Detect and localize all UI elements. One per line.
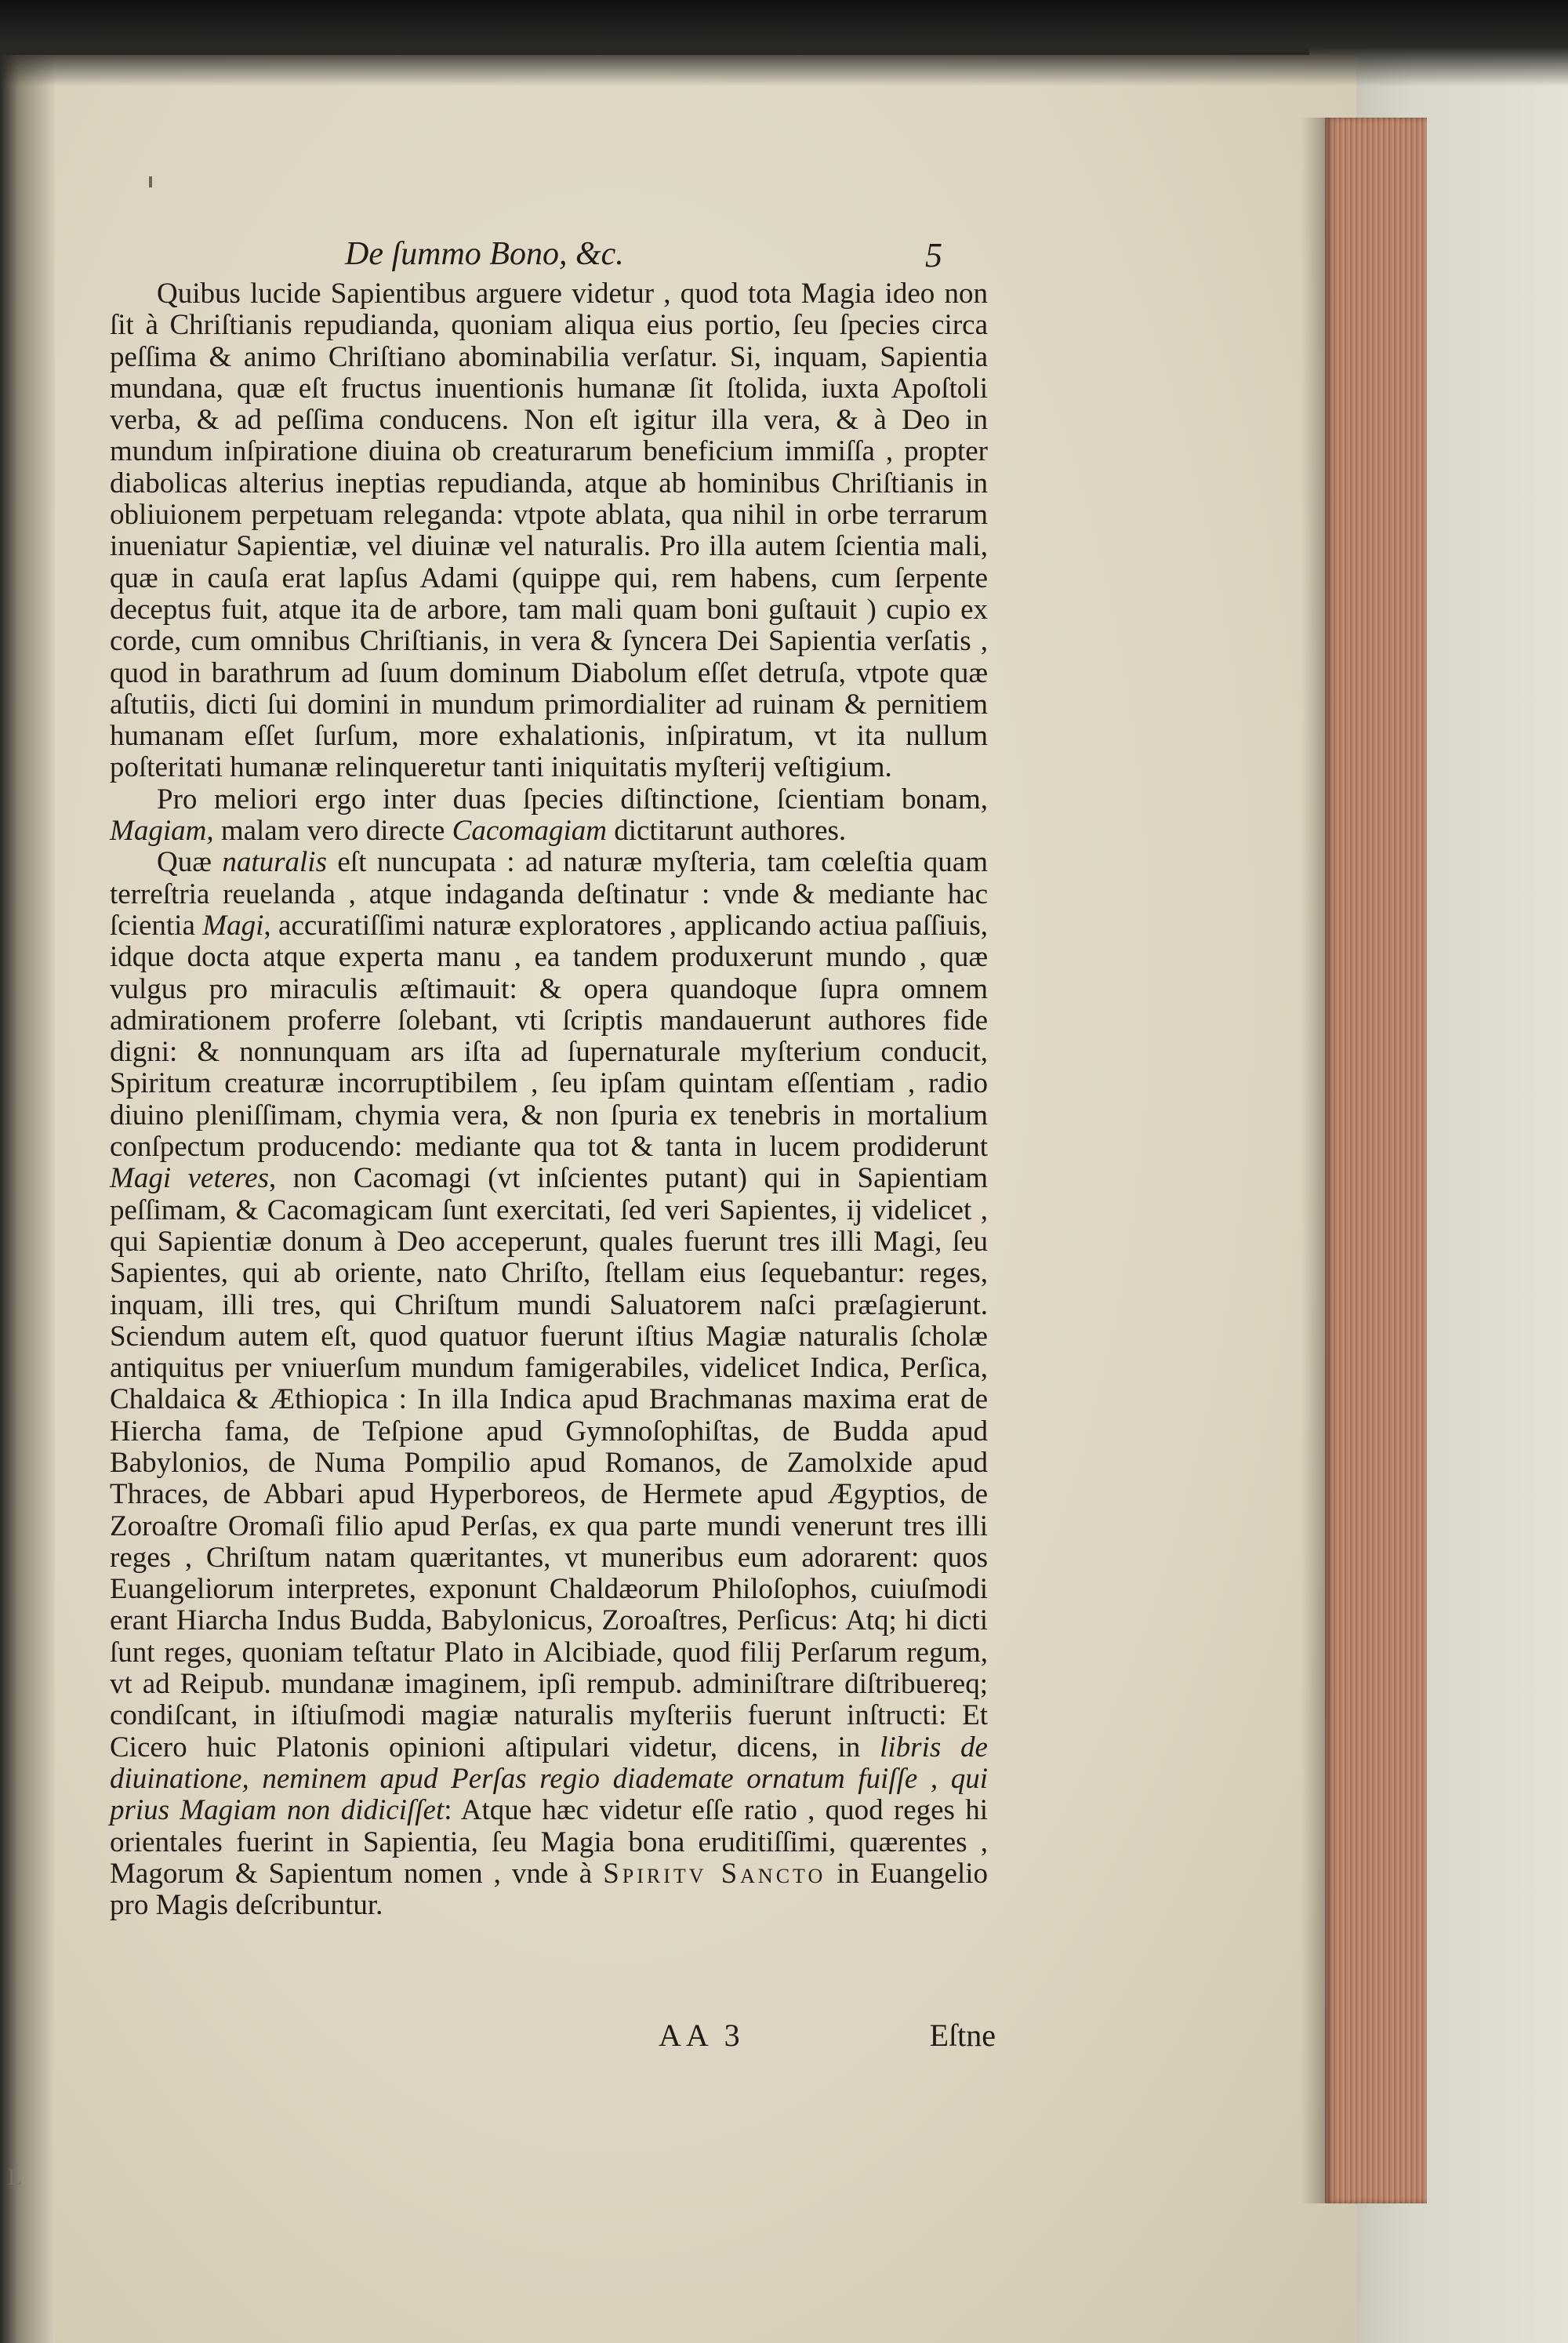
running-title: De ſummo Bono, &c. [345,236,624,272]
paragraph-3-text-g: , non Cacomagi (vt inſcientes putant) qui in Sapientiam peſſimam, & Cacomagicam ſunt exercitati, ſed veri Sapientes, ij videlicet , qui Sapientiæ donum à Deo acceperunt, quales fuerunt tres illi Magi, ſeu Sapientes, qui ab oriente, nato Chriſto, ſtellam eius ſequebantur: reges, inquam, illi tres, qui Chriſtum mundi Saluatorem naſci præſagierunt. Sciendum autem eſt, quod quatuor fuerunt iſtius Magiæ naturalis ſcholæ antiquitus per vniuerſum mundum famigerabiles, videlicet Indica, Perſica, Chaldaica & Æthiopica : In illa Indica apud Brachmanas maxima erat de Hiercha fama, de Teſpione apud Gymnoſophiſtas, de Budda apud Babylonios, de Numa Pompilio apud Romanos, de Zamolxide apud Thraces, de Abbari apud Hyperboreos, de Hermete apud Ægyptios, de Zoroaſtre Oromaſi filio apud Perſas, ex qua parte mundi venerunt tres illi reges , Chriſtum natam quæritantes, vt muneribus eum adorarent: quos Euangeliorum interpretes, exponunt Chaldæorum Philoſophos, cuiuſmodi erant Hiarcha Indus Budda, Babylonicus, Zoroaſtres, Perſicus: Atq; hi dicti ſunt reges, quoniam teſtatur Plato in Alcibiade, quod filij Perſarum regum, vt ad Reipub. mundanæ imaginem, ipſi rempub. adminiſtrare diſtribuereq; condiſcant, in iſtiuſmodi magiæ naturalis myſteriis fuerunt inſtructi: Et Cicero huic Platonis opinioni aſtipulari videtur, dicens, in [110,1162,988,1764]
paragraph-1: Quibus lucide Sapientibus arguere videtur , quod tota Magia ideo non ſit à Chriſtianis repudianda, quoniam aliqua eius portio, ſeu ſpecies circa peſſima & animo Chriſtiano abominabilia verſatur. Si, inquam, Sapientia mundana, quæ eſt fructus inuentionis humanæ ſit ſtolida, iuxta Apoſtoli verba, & ad peſſima conducens. Non eſt igitur illa vera, & à Deo in mundum inſpiratione diuina ob creaturarum beneficium immiſſa , propter diabolicas alterius ineptias repudianda, atque ab hominibus Chriſtianis in obliuionem perpetuam releganda: vtpote ablata, qua nihil in orbe terrarum inueniatur Sapientiæ, vel diuinæ vel naturalis. Pro illa autem ſcientia mali, quæ in cauſa erat lapſus Adami (quippe qui, rem habens, cum ſerpente deceptus fuit, atque ita de arbore, tam mali quam boni guſtauit ) cupio ex corde, cum omnibus Chriſtianis, in vera & ſyncera Dei Sapientia verſatis , quod in barathrum ad ſuum dominum Diabolum eſſet detruſa, vtpote quæ aſtutiis, dicti ſui domini in mundum primordialiter ad ruinam & pernitiem humanam eſſet ſurſum, more exhalationis, inſpiratum, vt ita nullum poſteritati humanæ relinqueretur tanti iniquitatis myſterij veſtigium. [110,278,988,784]
paragraph-3-text-i: : Atque hæc videtur eſſe ratio , quod reges hi orientales fuerint in Sapientia, ſeu Magia bona eruditiſſimi, quærentes , Magorum & Sapientum nomen , vnde à [110,1794,988,1890]
paragraph-3-italic-quotation: libris de diuinatione, neminem apud Perſas regio diademate ornatum fuiſſe , qui prius Magiam non didiciſſet [110,1731,988,1827]
paragraph-3-text-c: eſt nuncupata : ad naturæ myſteria, tam cœleſtia quam terreſtria reuelanda , atque indaganda deſtinatur : vnde & mediante hac ſcientia [110,846,988,942]
paragraph-2 [110,784,988,848]
binding-gutter [0,55,55,2343]
body-text [110,278,988,1921]
ink-speck [149,176,152,187]
paragraph-2-italic-cacomagiam: Cacomagiam [452,815,607,848]
paragraph-3-italic-magi: Magi [202,909,264,942]
top-shadow [0,0,1568,86]
paragraph-3 [110,847,988,1921]
paragraph-2-text-c: malam vero directe [213,815,452,848]
catchword: Eſtne [929,2018,996,2053]
paragraph-3-italic-naturalis: naturalis [222,846,327,879]
margin-pencil-mark: L [8,2164,23,2190]
page-footer [659,2017,996,2056]
running-head [345,235,972,276]
paragraph-2-italic-magiam: Magiam, [110,815,214,848]
paragraph-2-text-a: Pro meliori ergo inter duas ſpecies diſtinctione, ſcientiam bonam, [157,783,988,816]
stacked-page-edges [1325,118,1427,2203]
paragraph-3-italic-magi-veteres: Magi veteres [110,1162,269,1195]
paragraph-3-text-e: , accuratiſſimi naturæ exploratores , applicando actiua paſſiuis, idque docta atque experta manu , ea tandem produxerunt mundo , quæ vulgus pro miraculis æſtimauit: & opera quandoque ſupra omnem admirationem proferre ſolebant, vti ſcriptis mandauerunt authores fide digni: & nonnunquam ars iſta ad ſupernaturale myſterium conducit, Spiritum creaturæ incorruptibilem , ſeu ipſam quintam eſſentiam , radio diuino pleniſſimam, chymia vera, & non ſpuria ex tenebris in mortalium conſpectum producendo: mediante qua tot & tanta in lucem prodiderunt [110,909,988,1164]
paragraph-3-text-k: in Euangelio pro Magis deſcribuntur. [110,1857,989,1922]
paragraph-2-text-e: dictitarunt authores. [606,815,847,848]
paragraph-3-smallcaps-spiritu-sancto: Spiritv Sancto [603,1857,826,1890]
signature-mark: AA 3 [659,2018,745,2053]
paragraph-3-text-a: Quæ [157,846,223,879]
page-number: 5 [925,236,942,274]
